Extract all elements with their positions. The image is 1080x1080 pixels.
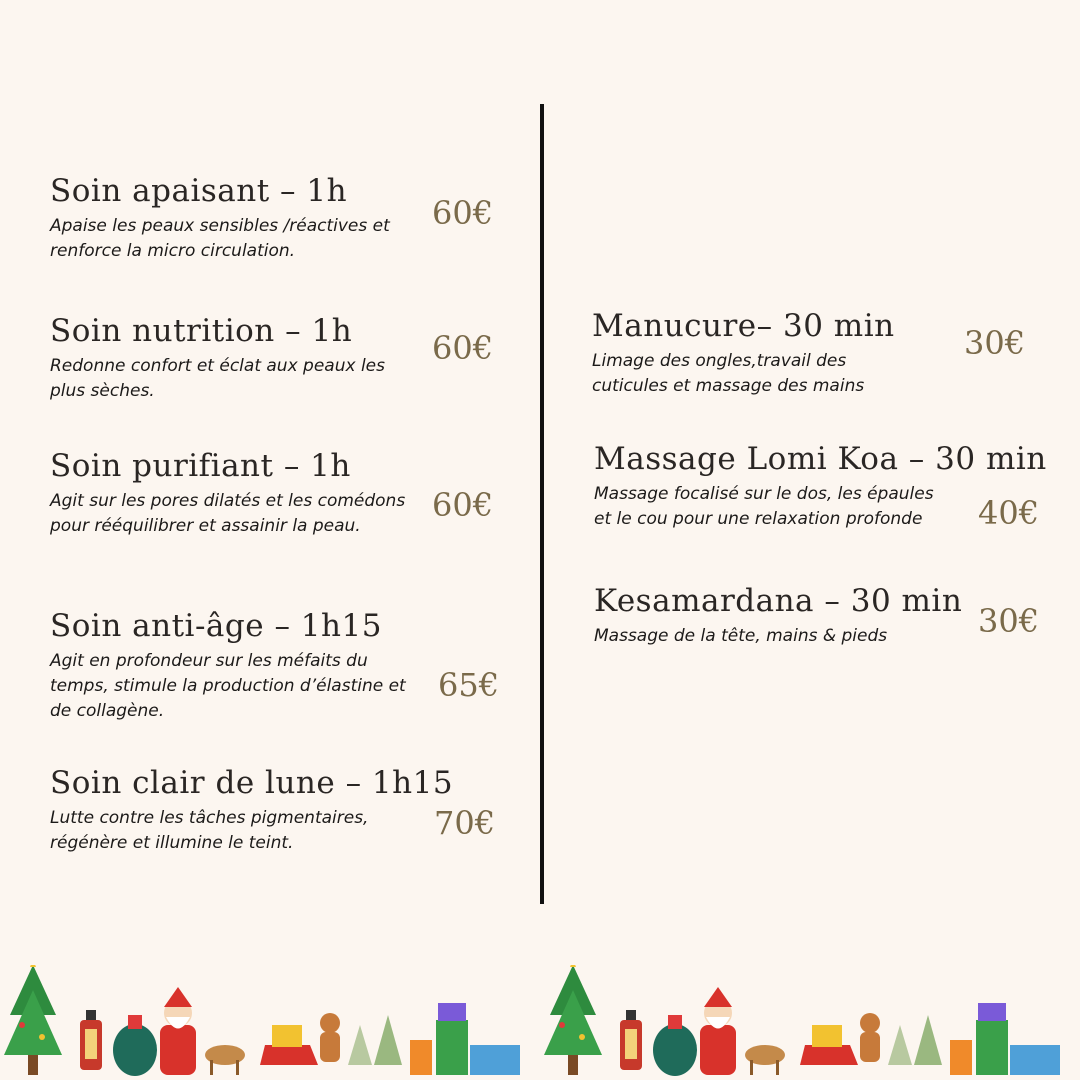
santa-icon <box>700 987 736 1075</box>
service-description: Agit en profondeur sur les méfaits du temps, stimule la production d’élastine et de collagène. <box>50 651 406 722</box>
christmas-tree-icon <box>4 965 62 1075</box>
gift-boxes-icon <box>410 1003 520 1075</box>
small-tree-icon <box>348 1025 372 1065</box>
service-price: 70€ <box>434 804 496 842</box>
lantern-icon <box>620 1010 642 1070</box>
service-title: Soin clair de lune – 1h15 <box>50 765 454 801</box>
small-tree-icon <box>374 1015 402 1065</box>
small-tree-icon <box>888 1025 912 1065</box>
christmas-decor-group-right <box>544 965 1060 1076</box>
column-divider <box>540 104 544 904</box>
gift-sack-icon <box>113 1015 157 1076</box>
service-price: 60€ <box>432 329 494 367</box>
reindeer-sleigh-icon <box>205 1025 318 1075</box>
service-price: 30€ <box>978 602 1040 640</box>
service-description: Limage des ongles,travail des cuticules et massage des mains <box>592 351 865 397</box>
service-description: Apaise les peaux sensibles /réactives et renforce la micro circulation. <box>50 216 390 262</box>
service-title: Soin apaisant – 1h <box>50 173 348 209</box>
service-item <box>592 309 922 399</box>
christmas-decor-group-left <box>4 965 520 1076</box>
service-item <box>50 449 420 539</box>
service-description: Redonne confort et éclat aux peaux les plus sèches. <box>50 356 385 402</box>
service-description: Lutte contre les tâches pigmentaires, régénère et illumine le teint. <box>50 808 369 854</box>
service-item <box>50 174 420 264</box>
service-description: Massage focalisé sur le dos, les épaules et le cou pour une relaxation profonde <box>594 484 934 530</box>
reindeer-sleigh-icon <box>745 1025 858 1075</box>
service-item <box>594 584 974 649</box>
service-price: 60€ <box>432 486 494 524</box>
service-description: Agit sur les pores dilatés et les comédons pour rééquilibrer et assainir la peau. <box>50 491 406 537</box>
service-title: Manucure– 30 min <box>592 308 895 344</box>
lantern-icon <box>80 1010 102 1070</box>
service-description: Massage de la tête, mains & pieds <box>594 626 888 647</box>
small-tree-icon <box>914 1015 942 1065</box>
service-title: Massage Lomi Koa – 30 min <box>594 441 1047 477</box>
santa-icon <box>160 987 196 1075</box>
service-title: Soin anti-âge – 1h15 <box>50 608 382 644</box>
service-item <box>50 765 454 856</box>
service-item <box>50 609 420 724</box>
service-title: Kesamardana – 30 min <box>594 583 963 619</box>
service-title: Soin nutrition – 1h <box>50 313 353 349</box>
christmas-footer-decoration <box>0 965 1080 1080</box>
gingerbread-icon <box>320 1013 340 1062</box>
service-price: 40€ <box>978 494 1040 532</box>
gift-sack-icon <box>653 1015 697 1076</box>
service-title: Soin purifiant – 1h <box>50 448 351 484</box>
service-price: 30€ <box>964 324 1026 362</box>
service-item <box>50 314 420 404</box>
gingerbread-icon <box>860 1013 880 1062</box>
christmas-tree-icon <box>544 965 602 1075</box>
service-price: 65€ <box>438 666 500 704</box>
service-price: 60€ <box>432 194 494 232</box>
gift-boxes-icon <box>950 1003 1060 1075</box>
